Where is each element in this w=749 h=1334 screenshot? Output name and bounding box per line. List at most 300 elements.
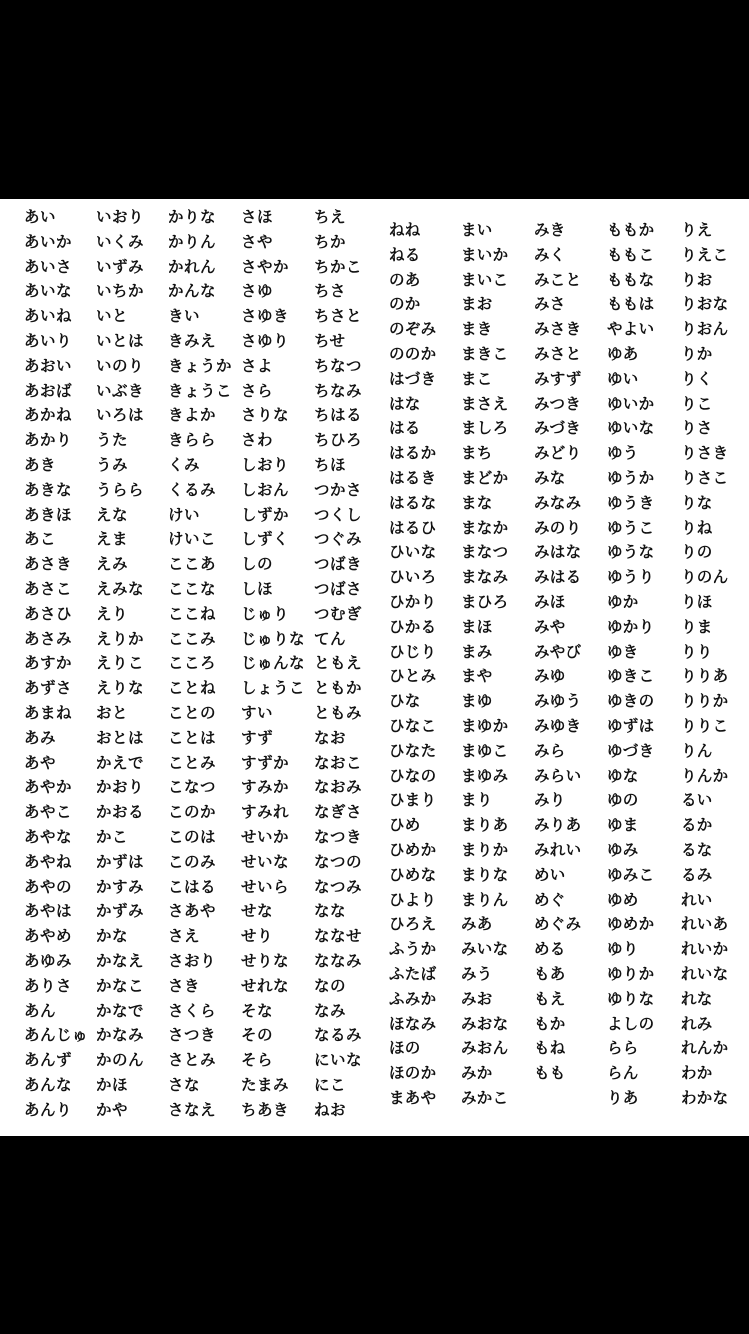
name-entry: さりな: [241, 406, 290, 425]
name-entry: さわ: [241, 431, 274, 450]
name-entry: さら: [241, 381, 274, 400]
name-entry: りお: [681, 270, 713, 289]
name-entry: まどか: [461, 468, 509, 487]
name-entry: かなで: [96, 1001, 145, 1020]
name-entry: ゆりか: [607, 964, 655, 983]
name-entry: このか: [168, 803, 217, 822]
name-entry: こころ: [168, 654, 217, 673]
name-entry: りあ: [607, 1088, 639, 1107]
name-entry: ねね: [389, 221, 421, 239]
name-entry: はづき: [389, 369, 437, 388]
name-entry: ひいろ: [389, 568, 437, 587]
name-entry: さき: [168, 976, 201, 995]
name-entry: ももは: [607, 295, 655, 314]
name-entry: みな: [534, 468, 566, 487]
name-entry: ひなの: [389, 766, 437, 785]
name-entry: なお: [314, 728, 347, 747]
name-entry: ゆいな: [607, 419, 655, 438]
name-entry: ゆりな: [607, 989, 655, 1008]
name-entry: りの: [681, 543, 713, 562]
name-entry: くるみ: [168, 480, 217, 499]
name-entry: りりこ: [681, 716, 729, 735]
name-entry: つむぎ: [314, 604, 363, 623]
name-entry: はるき: [389, 468, 437, 487]
name-entry: いずみ: [96, 257, 145, 276]
name-entry: ここあ: [168, 555, 217, 574]
name-entry: いくみ: [96, 232, 145, 251]
name-entry: みおん: [461, 1039, 509, 1058]
name-entry: るな: [681, 840, 713, 859]
name-entry: ゆか: [607, 592, 639, 611]
name-entry: あい: [24, 208, 57, 226]
name-entry: えりな: [96, 679, 145, 698]
name-entry: えりか: [96, 629, 145, 648]
name-entry: さなえ: [168, 1100, 217, 1119]
name-entry: あんり: [24, 1100, 73, 1119]
name-entry: あんな: [24, 1075, 73, 1094]
name-entry: しおん: [241, 480, 290, 499]
name-entry: はる: [389, 419, 421, 438]
name-entry: えな: [96, 505, 129, 524]
name-entry: さとみ: [168, 1051, 217, 1070]
name-entry: りえ: [681, 221, 713, 239]
name-entry: れい: [681, 890, 713, 909]
name-entry: ひなた: [389, 741, 437, 760]
name-entry: りおん: [681, 320, 729, 339]
name-entry: ゆい: [607, 369, 639, 388]
name-entry: まなつ: [461, 543, 509, 562]
name-entry: えり: [96, 604, 129, 623]
name-entry: りほ: [681, 592, 713, 611]
name-entry: ゆうり: [607, 568, 655, 587]
name-entry: みく: [534, 245, 566, 264]
name-entry: あさみ: [24, 629, 73, 648]
name-entry: わかな: [681, 1088, 729, 1107]
name-entry: りりあ: [681, 667, 729, 686]
name-entry: こなつ: [168, 778, 217, 797]
name-entry: にいな: [314, 1051, 363, 1070]
name-entry: りま: [681, 617, 713, 636]
name-entry: ひろえ: [389, 915, 437, 934]
name-column: [534, 218, 582, 1086]
name-entry: みほ: [534, 592, 566, 611]
name-entry: まお: [461, 295, 493, 314]
name-entry: めぐ: [534, 890, 566, 909]
name-entry: みお: [461, 989, 493, 1008]
name-entry: おとは: [96, 728, 145, 747]
name-entry: ゆいか: [607, 394, 655, 413]
name-entry: あやめ: [24, 927, 73, 946]
name-entry: ゆめ: [607, 890, 639, 909]
name-entry: れいあ: [681, 915, 729, 934]
name-column: [241, 205, 305, 1122]
name-entry: ほなみ: [389, 1014, 437, 1033]
name-entry: ともか: [314, 679, 363, 698]
name-entry: まな: [461, 493, 493, 512]
name-entry: みいな: [461, 940, 509, 959]
name-entry: ちなみ: [314, 381, 363, 400]
name-entry: まりあ: [461, 816, 509, 835]
name-entry: しょうこ: [241, 679, 306, 698]
name-entry: ことね: [168, 679, 217, 698]
name-entry: ゆきの: [607, 692, 655, 711]
name-entry: ありさ: [24, 976, 73, 995]
name-entry: その: [241, 1026, 274, 1045]
name-entry: ゆみこ: [607, 865, 655, 884]
name-entry: よしの: [607, 1014, 655, 1033]
name-entry: あん: [24, 1001, 57, 1020]
name-entry: れな: [681, 989, 713, 1008]
name-entry: かなみ: [96, 1026, 145, 1045]
name-entry: きい: [168, 307, 201, 326]
name-entry: ふうか: [389, 940, 437, 959]
name-entry: ゆの: [607, 791, 639, 810]
name-entry: あさき: [24, 555, 73, 574]
name-entry: いとは: [96, 331, 145, 350]
name-entry: ことの: [168, 703, 217, 722]
name-entry: ももか: [607, 221, 655, 239]
name-entry: ゆあ: [607, 344, 639, 363]
name-entry: まあや: [389, 1088, 437, 1107]
name-entry: りんか: [681, 766, 729, 785]
name-entry: まゆこ: [461, 741, 509, 760]
name-entry: めい: [534, 865, 566, 884]
name-entry: らら: [607, 1039, 639, 1058]
name-entry: すみか: [241, 778, 290, 797]
name-entry: さつき: [168, 1026, 217, 1045]
name-entry: りこ: [681, 394, 713, 413]
name-entry: ゆうな: [607, 543, 655, 562]
name-entry: えりこ: [96, 654, 145, 673]
name-entry: ひなこ: [389, 716, 437, 735]
name-entry: まりん: [461, 890, 509, 909]
name-entry: みれい: [534, 840, 582, 859]
name-entry: あいね: [24, 307, 73, 326]
name-entry: いろは: [96, 406, 145, 425]
name-entry: ののか: [389, 344, 437, 363]
name-entry: めぐみ: [534, 915, 582, 934]
name-column: [168, 205, 232, 1122]
name-entry: いと: [96, 307, 129, 326]
name-entry: かなこ: [96, 976, 145, 995]
name-entry: るみ: [681, 865, 713, 884]
name-entry: あおい: [24, 356, 73, 375]
name-entry: ちなつ: [314, 356, 363, 375]
name-entry: きみえ: [168, 331, 217, 350]
name-entry: ひより: [389, 890, 437, 909]
name-entry: ひいな: [389, 543, 437, 562]
name-entry: れいな: [681, 964, 729, 983]
name-entry: みどり: [534, 444, 582, 463]
name-entry: かおる: [96, 803, 145, 822]
name-entry: たまみ: [241, 1075, 290, 1094]
name-entry: そら: [241, 1051, 274, 1070]
name-entry: りりか: [681, 692, 729, 711]
name-entry: ゆみ: [607, 840, 639, 859]
name-entry: ゆずは: [607, 716, 655, 735]
name-entry: ちはる: [314, 406, 363, 425]
name-entry: かほ: [96, 1075, 129, 1094]
name-entry: さゆり: [241, 331, 290, 350]
name-entry: まりな: [461, 865, 509, 884]
name-entry: まや: [461, 667, 493, 686]
name-entry: いちか: [96, 282, 145, 301]
name-entry: みゆう: [534, 692, 582, 711]
name-entry: きらら: [168, 431, 217, 450]
name-entry: このは: [168, 827, 217, 846]
name-entry: なぎさ: [314, 803, 363, 822]
name-entry: しずく: [241, 530, 290, 549]
name-entry: うみ: [96, 455, 129, 474]
name-entry: まい: [461, 221, 493, 239]
name-entry: なつみ: [314, 877, 363, 896]
name-entry: えみな: [96, 579, 145, 598]
name-entry: みさ: [534, 295, 566, 314]
name-entry: さおり: [168, 951, 217, 970]
name-entry: まき: [461, 320, 493, 339]
name-entry: みらい: [534, 766, 582, 785]
name-entry: さやか: [241, 257, 290, 276]
name-entry: まりか: [461, 840, 509, 859]
name-entry: かずは: [96, 852, 145, 871]
name-entry: のか: [389, 295, 421, 314]
name-entry: きょうか: [168, 356, 233, 375]
name-entry: みゆき: [534, 716, 582, 735]
name-entry: あやは: [24, 902, 73, 921]
name-entry: まきこ: [461, 344, 509, 363]
name-entry: ゆな: [607, 766, 639, 785]
name-entry: あおば: [24, 381, 73, 400]
name-entry: くみ: [168, 455, 201, 474]
name-entry: あやか: [24, 778, 73, 797]
name-entry: かおり: [96, 778, 145, 797]
name-entry: さゆき: [241, 307, 290, 326]
name-entry: かえで: [96, 753, 145, 772]
name-entry: ちかこ: [314, 257, 363, 276]
name-entry: なつき: [314, 827, 363, 846]
name-entry: ひまり: [389, 791, 437, 810]
name-entry: はるな: [389, 493, 437, 512]
name-entry: さや: [241, 232, 274, 251]
name-entry: えみ: [96, 555, 129, 574]
name-entry: さな: [168, 1075, 201, 1094]
name-entry: うらら: [96, 480, 145, 499]
name-entry: もあ: [534, 964, 566, 983]
name-entry: ことみ: [168, 753, 217, 772]
name-entry: みか: [461, 1064, 493, 1083]
name-entry: みかこ: [461, 1088, 509, 1107]
name-entry: ゆり: [607, 940, 639, 959]
name-entry: はな: [389, 394, 421, 413]
name-entry: まり: [461, 791, 493, 810]
name-entry: なの: [314, 976, 347, 995]
name-entry: ななみ: [314, 951, 363, 970]
name-entry: このみ: [168, 852, 217, 871]
name-entry: ちさと: [314, 307, 363, 326]
name-entry: さくら: [168, 1001, 217, 1020]
name-entry: そな: [241, 1001, 274, 1020]
name-entry: てん: [314, 629, 347, 648]
name-entry: りか: [681, 344, 713, 363]
name-entry: みおな: [461, 1014, 509, 1033]
name-entry: ほのか: [389, 1064, 437, 1083]
name-entry: なおこ: [314, 753, 363, 772]
name-entry: まいこ: [461, 270, 509, 289]
name-entry: しほ: [241, 579, 274, 598]
name-entry: さあや: [168, 902, 217, 921]
name-entry: かすみ: [96, 877, 145, 896]
name-entry: さよ: [241, 356, 274, 375]
name-entry: あんじゅ: [24, 1026, 89, 1045]
name-entry: まひろ: [461, 592, 509, 611]
name-column: [607, 218, 654, 1111]
name-entry: ひとみ: [389, 667, 437, 686]
name-entry: みつき: [534, 394, 582, 413]
name-entry: こはる: [168, 877, 217, 896]
name-column: [461, 218, 508, 1111]
name-entry: るか: [681, 816, 713, 835]
name-entry: ひじり: [389, 642, 437, 661]
name-entry: ゆうこ: [607, 518, 655, 537]
name-entry: あやこ: [24, 803, 73, 822]
name-entry: かのん: [96, 1051, 145, 1070]
name-entry: ちひろ: [314, 431, 363, 450]
name-entry: みら: [534, 741, 566, 760]
name-entry: ゆま: [607, 816, 639, 835]
name-entry: ゆうき: [607, 493, 655, 512]
name-entry: えま: [96, 530, 129, 549]
name-column: [314, 205, 362, 1122]
name-entry: ちさ: [314, 282, 347, 301]
name-entry: しおり: [241, 455, 290, 474]
name-entry: ことは: [168, 728, 217, 747]
name-entry: じゅり: [241, 604, 290, 623]
name-entry: あみ: [24, 728, 57, 747]
name-entry: さほ: [241, 208, 274, 226]
name-entry: みりあ: [534, 816, 582, 835]
name-entry: ふみか: [389, 989, 437, 1008]
name-entry: みづき: [534, 419, 582, 438]
name-entry: りね: [681, 518, 713, 537]
name-entry: せれな: [241, 976, 290, 995]
name-entry: ひめか: [389, 840, 437, 859]
name-entry: あゆみ: [24, 951, 73, 970]
name-column: [96, 205, 144, 1122]
name-entry: すず: [241, 728, 274, 747]
name-entry: つぐみ: [314, 530, 363, 549]
name-entry: みう: [461, 964, 493, 983]
name-entry: みこと: [534, 270, 582, 289]
name-entry: りさき: [681, 444, 729, 463]
name-entry: せいか: [241, 827, 290, 846]
name-entry: すみれ: [241, 803, 290, 822]
name-entry: りり: [681, 642, 713, 661]
name-entry: なな: [314, 902, 347, 921]
name-entry: けいこ: [168, 530, 217, 549]
name-entry: ここみ: [168, 629, 217, 648]
name-entry: みさと: [534, 344, 582, 363]
name-entry: みはる: [534, 568, 582, 587]
name-entry: あいか: [24, 232, 73, 251]
name-entry: にこ: [314, 1075, 347, 1094]
name-column: [681, 218, 728, 1111]
name-entry: みき: [534, 221, 566, 239]
name-entry: あいさ: [24, 257, 73, 276]
name-entry: ゆき: [607, 642, 639, 661]
name-entry: みあ: [461, 915, 493, 934]
name-entry: かんな: [168, 282, 217, 301]
name-entry: れいか: [681, 940, 729, 959]
name-entry: ちか: [314, 232, 347, 251]
name-entry: まゆか: [461, 716, 509, 735]
name-entry: つばさ: [314, 579, 363, 598]
name-entry: あいり: [24, 331, 73, 350]
name-entry: まさえ: [461, 394, 509, 413]
name-entry: ましろ: [461, 419, 509, 438]
name-entry: かりな: [168, 208, 217, 226]
name-entry: もか: [534, 1014, 566, 1033]
name-entry: ひめ: [389, 816, 421, 835]
name-entry: なつの: [314, 852, 363, 871]
name-entry: つくし: [314, 505, 363, 524]
name-entry: じゅりな: [241, 629, 306, 648]
name-entry: せな: [241, 902, 274, 921]
name-entry: いのり: [96, 356, 145, 375]
name-entry: ねる: [389, 245, 421, 264]
name-entry: みり: [534, 791, 566, 810]
name-entry: みやび: [534, 642, 582, 661]
name-column: [24, 205, 88, 1122]
name-entry: すずか: [241, 753, 290, 772]
name-entry: まち: [461, 444, 493, 463]
name-entry: りおな: [681, 295, 729, 314]
name-entry: のあ: [389, 270, 421, 289]
name-entry: わか: [681, 1064, 713, 1083]
name-entry: あやの: [24, 877, 73, 896]
name-entry: みのり: [534, 518, 582, 537]
name-entry: りさ: [681, 419, 713, 438]
name-entry: ひな: [389, 692, 421, 711]
name-entry: あやな: [24, 827, 73, 846]
name-entry: ひかり: [389, 592, 437, 611]
name-entry: かりん: [168, 232, 217, 251]
name-entry: ゆう: [607, 444, 639, 463]
name-entry: せりな: [241, 951, 290, 970]
name-entry: ほの: [389, 1039, 421, 1058]
name-entry: りな: [681, 493, 713, 512]
name-entry: まなか: [461, 518, 509, 537]
name-entry: なみ: [314, 1001, 347, 1020]
name-entry: あきな: [24, 480, 73, 499]
name-entry: ちほ: [314, 455, 347, 474]
name-column: [389, 218, 436, 1111]
name-entry: みさき: [534, 320, 582, 339]
name-entry: のぞみ: [389, 320, 437, 339]
name-entry: まゆ: [461, 692, 493, 711]
name-entry: かや: [96, 1100, 129, 1119]
name-entry: かずみ: [96, 902, 145, 921]
name-entry: れみ: [681, 1014, 713, 1033]
name-entry: れんか: [681, 1039, 729, 1058]
name-entry: りさこ: [681, 468, 729, 487]
name-entry: あかり: [24, 431, 73, 450]
name-entry: まこ: [461, 369, 493, 388]
name-entry: ももな: [607, 270, 655, 289]
name-entry: しの: [241, 555, 274, 574]
name-entry: なるみ: [314, 1026, 363, 1045]
name-entry: ひかる: [389, 617, 437, 636]
name-entry: もも: [534, 1064, 566, 1083]
